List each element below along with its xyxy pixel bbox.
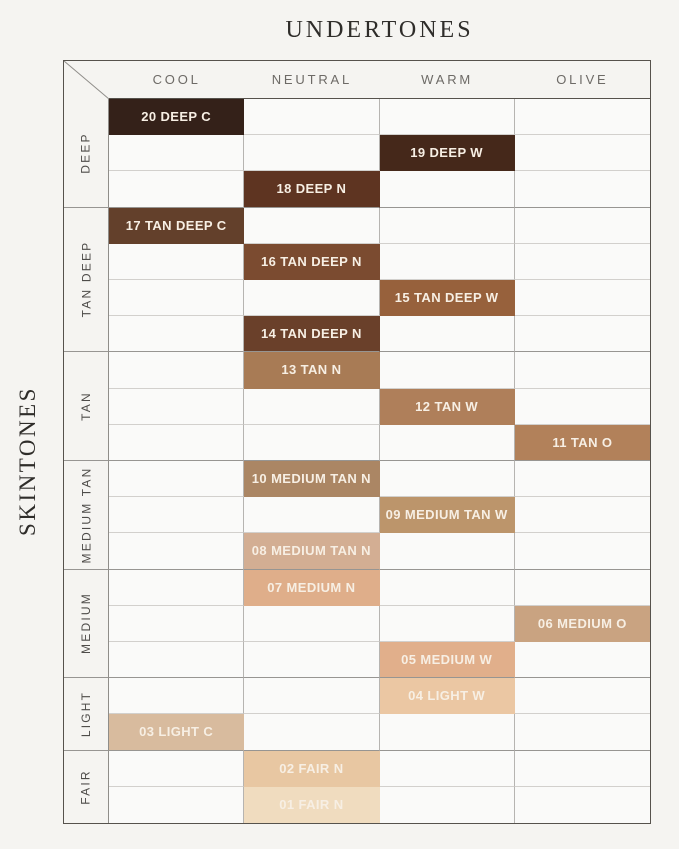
empty-cell [109, 280, 244, 316]
shade-cell [244, 570, 379, 606]
empty-cell [515, 208, 650, 244]
empty-cell [109, 533, 244, 569]
row-group-fair [64, 751, 109, 823]
empty-cell [515, 135, 650, 171]
shade-cell [109, 714, 244, 750]
empty-cell [515, 99, 650, 135]
shade-label: 05 MEDIUM W [401, 652, 493, 668]
empty-cell [515, 570, 650, 606]
empty-cell [380, 352, 515, 388]
empty-cell [380, 606, 515, 642]
empty-cell [380, 244, 515, 280]
shade-cell [244, 461, 379, 497]
shade-label: 09 MEDIUM TAN W [385, 507, 508, 523]
empty-cell [515, 751, 650, 787]
shade-label: 15 TAN DEEP W [394, 290, 499, 306]
empty-cell [109, 316, 244, 352]
shade-cell [380, 497, 515, 533]
row-group-label: TAN DEEP [79, 241, 94, 318]
empty-cell [515, 389, 650, 425]
empty-cell [515, 461, 650, 497]
shade-label: 02 FAIR N [279, 760, 344, 776]
row-group-tan-deep [64, 208, 109, 353]
empty-cell [244, 678, 379, 714]
empty-cell [380, 533, 515, 569]
empty-cell [380, 425, 515, 461]
shade-cell [244, 751, 379, 787]
shade-label: 13 TAN N [281, 362, 342, 378]
row-group-label: LIGHT [79, 690, 93, 738]
column-header-neutral: NEUTRAL [244, 61, 379, 99]
shade-cell [380, 135, 515, 171]
corner-diagonal-line [64, 61, 109, 99]
row-group-label: MEDIUM TAN [79, 466, 94, 564]
empty-cell [109, 352, 244, 388]
row-group-deep [64, 99, 109, 208]
skintones-title-wrap [0, 98, 56, 824]
shade-label: 12 TAN W [415, 398, 479, 414]
empty-cell [380, 171, 515, 207]
empty-cell [515, 352, 650, 388]
empty-cell [244, 389, 379, 425]
undertones-title: UNDERTONES [285, 17, 474, 43]
shade-cell [244, 171, 379, 207]
shade-label: 17 TAN DEEP C [125, 217, 227, 233]
empty-cell [109, 497, 244, 533]
empty-cell [515, 678, 650, 714]
empty-cell [109, 570, 244, 606]
row-group-label: DEEP [78, 132, 93, 174]
empty-cell [515, 533, 650, 569]
empty-cell [380, 570, 515, 606]
empty-cell [380, 714, 515, 750]
empty-cell [244, 135, 379, 171]
shade-label: 06 MEDIUM O [537, 615, 627, 631]
shade-label: 11 TAN O [552, 434, 613, 450]
empty-cell [515, 244, 650, 280]
shade-cell [244, 244, 379, 280]
row-group-label: TAN [79, 391, 93, 422]
empty-cell [244, 99, 379, 135]
empty-cell [380, 787, 515, 823]
row-group-light [64, 678, 109, 750]
row-group-tan [64, 352, 109, 461]
empty-cell [109, 606, 244, 642]
empty-cell [109, 787, 244, 823]
empty-cell [244, 280, 379, 316]
row-group-medium-tan [64, 461, 109, 570]
empty-cell [244, 497, 379, 533]
empty-cell [515, 280, 650, 316]
empty-cell [244, 425, 379, 461]
shade-label: 14 TAN DEEP N [260, 326, 362, 342]
empty-cell [109, 389, 244, 425]
shade-label: 20 DEEP C [141, 109, 212, 125]
shade-label: 01 FAIR N [279, 797, 344, 813]
empty-cell [109, 461, 244, 497]
empty-cell [244, 606, 379, 642]
empty-cell [244, 208, 379, 244]
shade-cell [380, 389, 515, 425]
shade-label: 08 MEDIUM TAN N [251, 543, 371, 559]
shade-grid [63, 60, 651, 824]
empty-cell [515, 714, 650, 750]
empty-cell [109, 751, 244, 787]
empty-cell [109, 642, 244, 678]
empty-cell [109, 135, 244, 171]
shade-label: 04 LIGHT W [408, 688, 486, 704]
shade-label: 19 DEEP W [410, 145, 483, 161]
column-header-cool: COOL [109, 61, 244, 99]
shade-cell [244, 787, 379, 823]
shade-cell [515, 606, 650, 642]
empty-cell [380, 751, 515, 787]
empty-cell [109, 244, 244, 280]
shade-cell [515, 425, 650, 461]
shade-label: 16 TAN DEEP N [260, 253, 362, 269]
empty-cell [244, 714, 379, 750]
empty-cell [515, 787, 650, 823]
row-group-label: FAIR [78, 769, 93, 805]
empty-cell [109, 425, 244, 461]
shade-label: 07 MEDIUM N [267, 579, 356, 595]
row-group-medium [64, 570, 109, 679]
shade-cell [380, 642, 515, 678]
column-header-warm: WARM [380, 61, 515, 99]
shade-cell [244, 352, 379, 388]
empty-cell [380, 99, 515, 135]
shade-cell [380, 678, 515, 714]
shade-cell [380, 280, 515, 316]
column-header-olive: OLIVE [515, 61, 650, 99]
empty-cell [109, 678, 244, 714]
empty-cell [380, 316, 515, 352]
empty-cell [380, 461, 515, 497]
empty-cell [515, 171, 650, 207]
shade-label: 10 MEDIUM TAN N [251, 471, 371, 487]
empty-cell [515, 316, 650, 352]
empty-cell [380, 208, 515, 244]
shade-cell [244, 316, 379, 352]
empty-cell [109, 171, 244, 207]
corner-cell [64, 61, 109, 99]
empty-cell [515, 642, 650, 678]
empty-cell [515, 497, 650, 533]
skintones-title: SKINTONES [15, 386, 40, 536]
shade-cell [244, 533, 379, 569]
shade-cell [109, 99, 244, 135]
row-group-label: MEDIUM [79, 592, 93, 655]
shade-label: 03 LIGHT C [139, 724, 214, 740]
shade-label: 18 DEEP N [276, 181, 347, 197]
empty-cell [244, 642, 379, 678]
shade-cell [109, 208, 244, 244]
